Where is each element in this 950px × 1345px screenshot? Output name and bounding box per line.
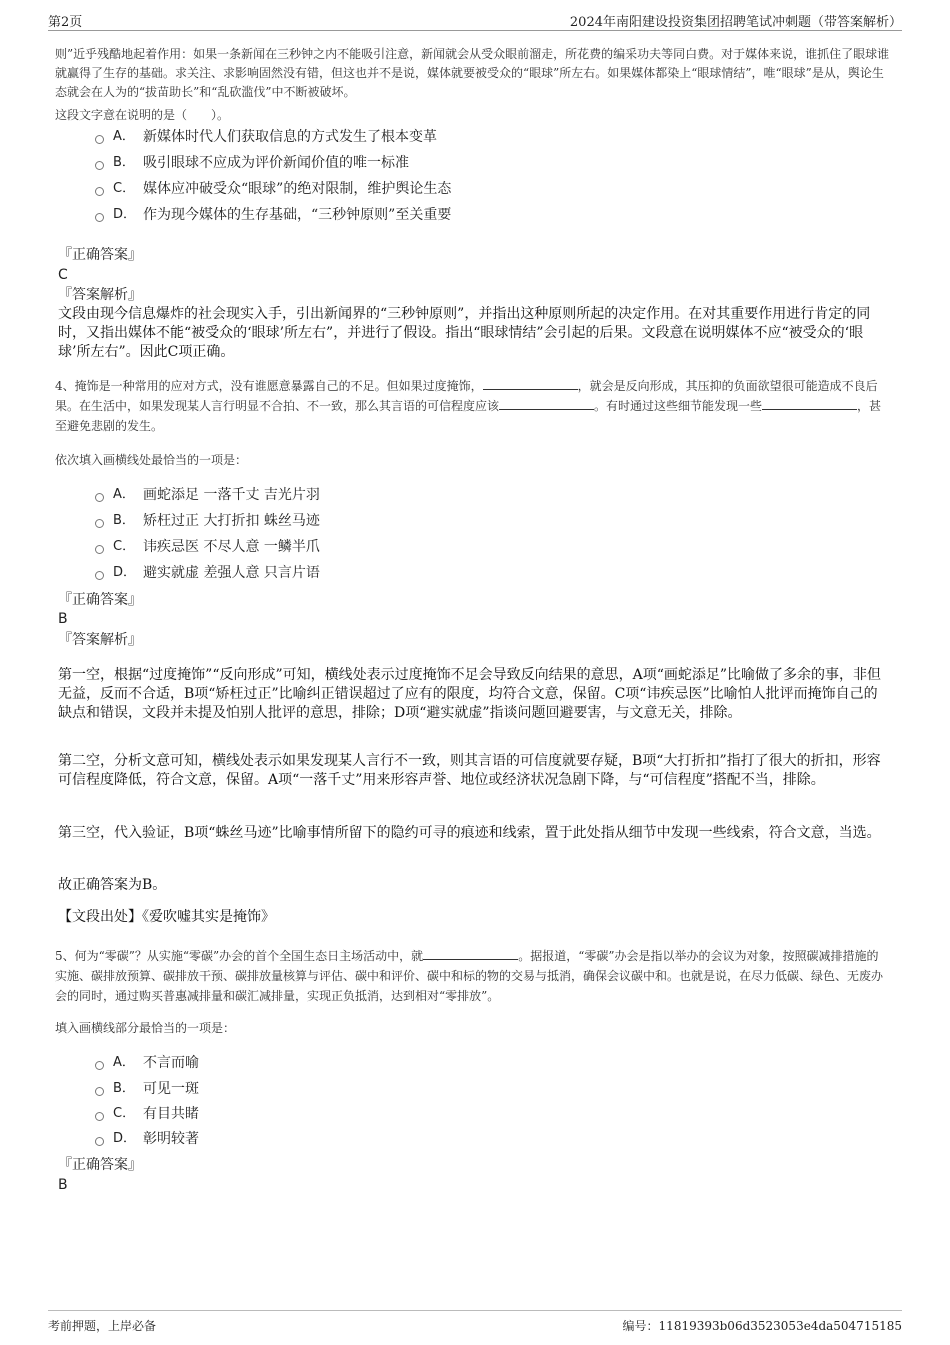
q3-option-d[interactable]: D． 作为现今媒体的生存基础，“三秒钟原则”至关重要 (95, 204, 451, 226)
radio-icon[interactable] (95, 135, 104, 144)
q5-option-a[interactable]: A． 不言而喻 (95, 1052, 199, 1074)
q4-analysis-para-4: 故正确答案为B。 (58, 877, 167, 893)
radio-icon[interactable] (95, 1087, 104, 1096)
document-title: 2024年南阳建设投资集团招聘笔试冲刺题（带答案解析） (569, 15, 902, 30)
blank-line (499, 397, 594, 410)
q4-prompt: 依次填入画横线处最恰当的一项是： (55, 453, 248, 467)
radio-icon[interactable] (95, 1137, 104, 1146)
q3-analysis-label: 『答案解析』 (58, 287, 142, 303)
q5-answer-label: 『正确答案』 (58, 1157, 142, 1173)
q3-passage: 则”近乎残酷地起着作用：如果一条新闻在三秒钟之内不能吸引注意，新闻就会从受众眼前溜走，所花费的编采功夫等同白费。对于媒体来说，谁抓住了眼球谁就赢得了生存的基础。求关注、求影响固然没有错，但这也并不是说，媒体就要被受众的“眼球”所左右。如果媒体都染上“眼球情结”，唯“眼球”是从，舆论生态就会在人为的“拔苗助长”和“乱砍滥伐”中不断被破坏。 (55, 47, 890, 99)
radio-icon[interactable] (95, 571, 104, 580)
q5-option-c[interactable]: C． 有目共睹 (95, 1103, 199, 1125)
q5-prompt: 填入画横线部分最恰当的一项是： (55, 1021, 236, 1035)
page-number: 第2页 (48, 15, 83, 30)
radio-icon[interactable] (95, 213, 104, 222)
q4-option-a[interactable]: A． 画蛇添足 一落千丈 吉光片羽 (95, 484, 320, 506)
radio-icon[interactable] (95, 545, 104, 554)
q4-analysis-para-1: 第一空，根据“过度掩饰”“反向形成”可知，横线处表示过度掩饰不足会导致反向结果的意思，A项“画蛇添足”比喻做了多余的事，非但无益，反而不合适，B项“矫枉过正”比喻纠正错误超过了应有的限度，均符合文意，保留。C项“讳疾忌医”比喻怕人批评而掩饰自己的缺点和错误，文段并未提及怕别人批评的意思，排除；D项“避实就虚”指谈问题回避要害，与文意无关，排除。 (58, 667, 882, 721)
blank-line (423, 947, 518, 960)
q5-answer: B (58, 1177, 68, 1193)
q5-option-b[interactable]: B． 可见一斑 (95, 1078, 199, 1100)
q4-analysis-label: 『答案解析』 (58, 632, 142, 648)
page-header (48, 0, 902, 31)
q3-option-b[interactable]: B． 吸引眼球不应成为评价新闻价值的唯一标准 (95, 152, 409, 174)
q3-answer: C (58, 267, 68, 283)
q4-option-d[interactable]: D． 避实就虚 差强人意 只言片语 (95, 562, 320, 584)
blank-line (483, 377, 578, 390)
q3-prompt: 这段文字意在说明的是（ ）。 (55, 108, 230, 122)
radio-icon[interactable] (95, 519, 104, 528)
q4-answer: B (58, 611, 68, 627)
radio-icon[interactable] (95, 187, 104, 196)
q3-option-a[interactable]: A． 新媒体时代人们获取信息的方式发生了根本变革 (95, 126, 437, 148)
q3-analysis: 文段由现今信息爆炸的社会现实入手，引出新闻界的“三秒钟原则”，并指出这种原则所起的决定作用。在对其重要作用进行肯定的同时，又指出媒体不能“被受众的‘眼球’所左右”，并进行了假设。指出“眼球情结”会引起的后果。文段意在说明媒体不应“被受众的‘眼球’所左右”。因此C项正确。 (58, 306, 871, 360)
radio-icon[interactable] (95, 1061, 104, 1070)
page-footer (48, 1310, 902, 1341)
document-code: 编号：11819393b06d3523053e4da504715185 (622, 1319, 902, 1333)
q4-analysis-para-3: 第三空，代入验证，B项“蛛丝马迹”比喻事情所留下的隐约可寻的痕迹和线索，置于此处指从细节中发现一些线索，符合文意，当选。 (58, 825, 881, 841)
q4-answer-label: 『正确答案』 (58, 592, 142, 608)
q4-stem: 4、掩饰是一种常用的应对方式，没有谁愿意暴露自己的不足。但如果过度掩饰， ，就会是反向形成，其压抑的负面欲望很可能造成不良后果。在生活中，如果发现某人言行明显不合拍、不一致，那么其言语的可信程度应该 。有时通过这些细节能发现一些 ，甚至避免悲剧的发生。 (55, 379, 882, 433)
footer-slogan: 考前押题，上岸必备 (48, 1319, 157, 1333)
q4-option-c[interactable]: C． 讳疾忌医 不尽人意 一鳞半爪 (95, 536, 320, 558)
radio-icon[interactable] (95, 161, 104, 170)
q3-option-c[interactable]: C． 媒体应冲破受众“眼球”的绝对限制，维护舆论生态 (95, 178, 451, 200)
q3-answer-label: 『正确答案』 (58, 247, 142, 263)
q5-option-d[interactable]: D． 彰明较著 (95, 1128, 199, 1150)
q4-analysis-para-2: 第二空，分析文意可知，横线处表示如果发现某人言行不一致，则其言语的可信度就要存疑，B项“大打折扣”指打了很大的折扣，形容可信程度降低，符合文意，保留。A项“一落千丈”用来形容声誉、地位或经济状况急剧下降，与“可信程度”搭配不当，排除。 (58, 753, 881, 788)
q4-source: 【文段出处】《爱吹嘘其实是掩饰》 (58, 909, 275, 925)
radio-icon[interactable] (95, 1112, 104, 1121)
q5-stem: 5、何为“零碳”？从实施“零碳”办会的首个全国生态日主场活动中，就 。据报道，“零碳”办会是指以举办的会议为对象，按照碳减排措施的实施、碳排放预算、碳排放干预、碳排放量核算与评估、碳中和评价、碳中和标的物的交易与抵消，确保会议碳中和。也就是说，在尽力低碳、绿色、无废办会的同时，通过购买普惠减排量和碳汇减排量，实现正负抵消，达到相对“零排放”。 (55, 949, 884, 1003)
radio-icon[interactable] (95, 493, 104, 502)
q4-option-b[interactable]: B． 矫枉过正 大打折扣 蛛丝马迹 (95, 510, 320, 532)
blank-line (762, 397, 857, 410)
